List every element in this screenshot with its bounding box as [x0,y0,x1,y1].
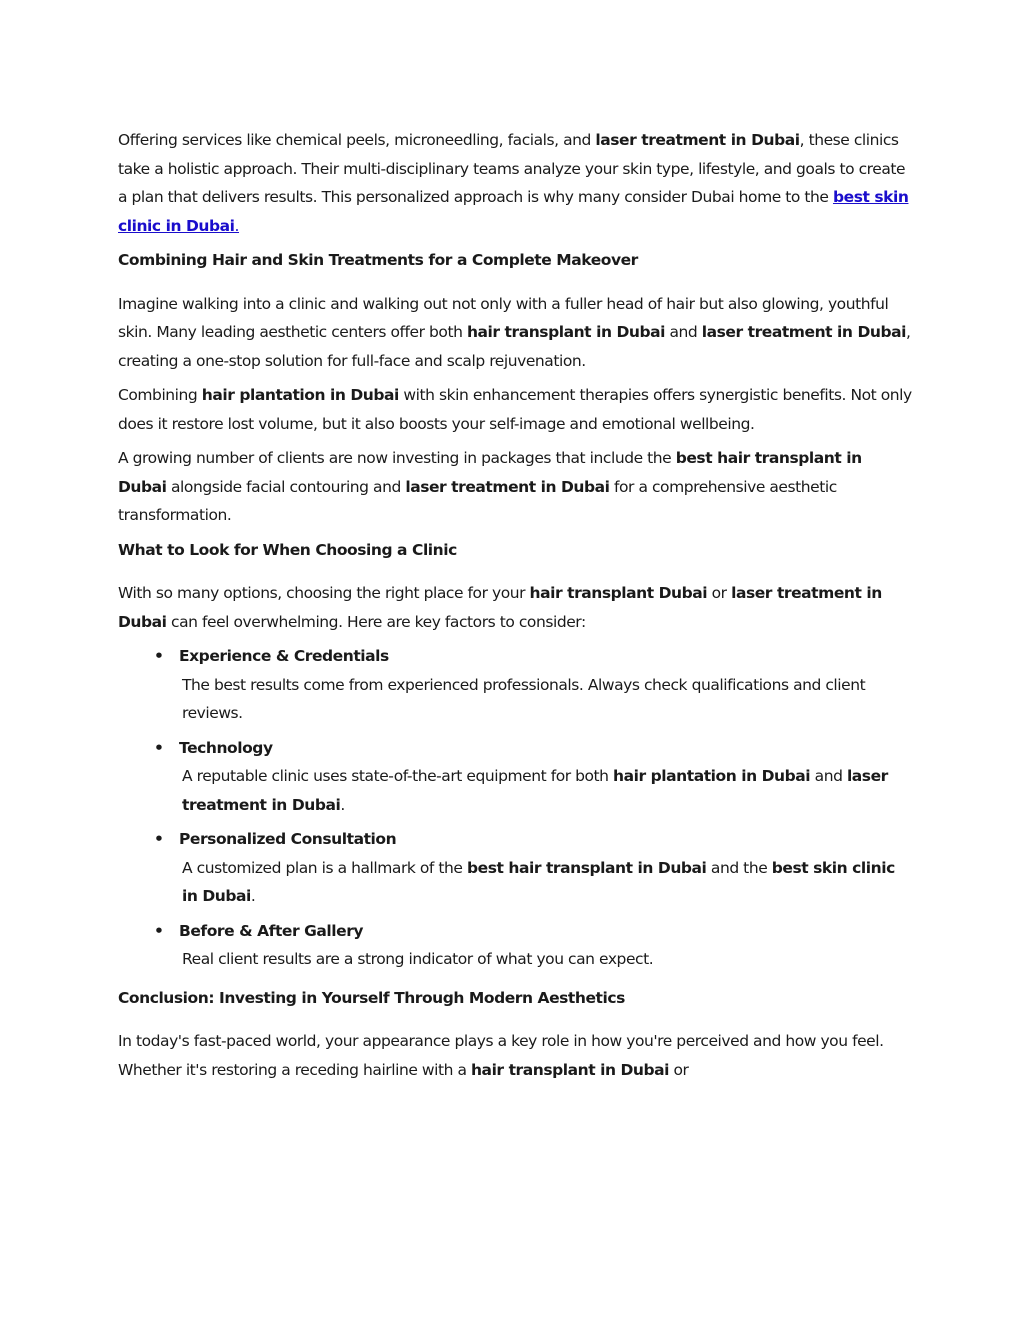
p2-text-1: Combining [118,386,202,404]
p1-keyword-laser: laser treatment in Dubai [701,323,906,341]
bullet-icon: • [154,647,164,665]
p5-text-1: In today's fast-paced world, your appearance plays a key role in how you're perceived and how you feel. Whether it's restoring a receding hairline with a [118,1032,884,1079]
factor-text: . [340,795,345,814]
section-heading-combining: Combining Hair and Skin Treatments for a Complete Makeover [118,251,638,269]
factor-text: A reputable clinic uses state-of-the-art equipment for both [182,767,614,785]
paragraph-conclusion [118,1027,914,1084]
p4-keyword-hair-transplant: hair transplant Dubai [529,584,708,602]
p4-keyword-laser: laser treatment in Dubai [118,584,882,631]
section-heading-conclusion: Conclusion: Investing in Yourself Through Modern Aesthetics [118,988,625,1007]
p1-text-2: and [665,323,702,341]
p3-keyword-best-hair-transplant: best hair transplant in Dubai [118,449,862,496]
intro-text-2: , these clinics take a holistic approach. Their multi-disciplinary teams analyze your skin type, lifestyle, and goals to create a plan that delivers results. This personalized approach is why many consider Dubai home to the [118,131,906,206]
p1-text-3: , creating a one-stop solution for full-face and scalp rejuvenation. [118,323,911,370]
bullet-icon: • [154,738,164,757]
bullet-icon: • [154,921,164,940]
intro-paragraph [118,126,914,240]
p4-text-2: or [707,584,732,602]
p2-text-2: with skin enhancement therapies offers synergistic benefits. Not only does it restore lost volume, but it also boosts your self-image and emotional wellbeing. [118,386,912,433]
factor-keyword: laser treatment in Dubai [182,767,888,814]
factor-keyword: best hair transplant in Dubai [466,858,707,877]
p5-text-2: or [669,1060,689,1079]
factor-description [179,671,914,728]
factor-text: A customized plan is a hallmark of the [182,858,467,877]
factor-text: The best results come from experienced professionals. Always check qualifications and client reviews. [182,675,866,722]
factor-title: Technology [179,738,273,757]
p3-text-3: for a comprehensive aesthetic transformation. [118,477,837,524]
list-item [118,917,914,974]
p3-text-1: A growing number of clients are now investing in packages that include the [118,449,676,467]
p2-keyword-hair-plantation: hair plantation in Dubai [201,386,399,404]
factor-text: Real client results are a strong indicator of what you can expect. [182,950,654,968]
paragraph-packages [118,444,914,530]
p5-keyword-hair-transplant: hair transplant in Dubai [470,1060,670,1079]
paragraph-imagine [118,290,914,376]
section-heading-choosing: What to Look for When Choosing a Clinic [118,540,457,559]
factor-text: . [250,887,256,905]
list-item [118,825,914,911]
factor-title: Before & After Gallery [179,921,364,940]
factor-keyword: hair plantation in Dubai [613,767,811,785]
paragraph-combining [118,381,914,438]
factor-description [179,762,914,819]
factor-title: Personalized Consultation [179,830,397,848]
intro-keyword-laser: laser treatment in Dubai [595,131,800,149]
best-skin-clinic-link[interactable]: best skin clinic in Dubai [118,188,909,235]
bullet-icon: • [154,830,164,848]
p3-text-2: alongside facial contouring and [166,477,406,496]
factor-keyword: best skin clinic in Dubai [182,858,895,905]
list-item [118,642,914,728]
factor-description [179,854,914,911]
factor-title: Experience & Credentials [179,647,389,665]
p4-text-3: can feel overwhelming. Here are key factors to consider: [166,612,586,631]
intro-text-1: Offering services like chemical peels, microneedling, facials, and [118,131,596,149]
paragraph-options [118,579,914,636]
p4-text-1: With so many options, choosing the right place for your [118,584,530,602]
factor-text: and the [706,858,772,877]
list-item [118,734,914,820]
p1-keyword-hair-transplant: hair transplant in Dubai [466,323,665,341]
factor-text: and [810,767,847,785]
p1-text-1: Imagine walking into a clinic and walking out not only with a fuller head of hair but also glowing, youthful skin. Many leading aesthetic centers offer both [118,294,889,341]
factor-description [179,945,914,974]
p3-keyword-laser: laser treatment in Dubai [405,477,610,496]
factors-list [118,642,914,974]
link-period[interactable]: . [234,216,239,235]
